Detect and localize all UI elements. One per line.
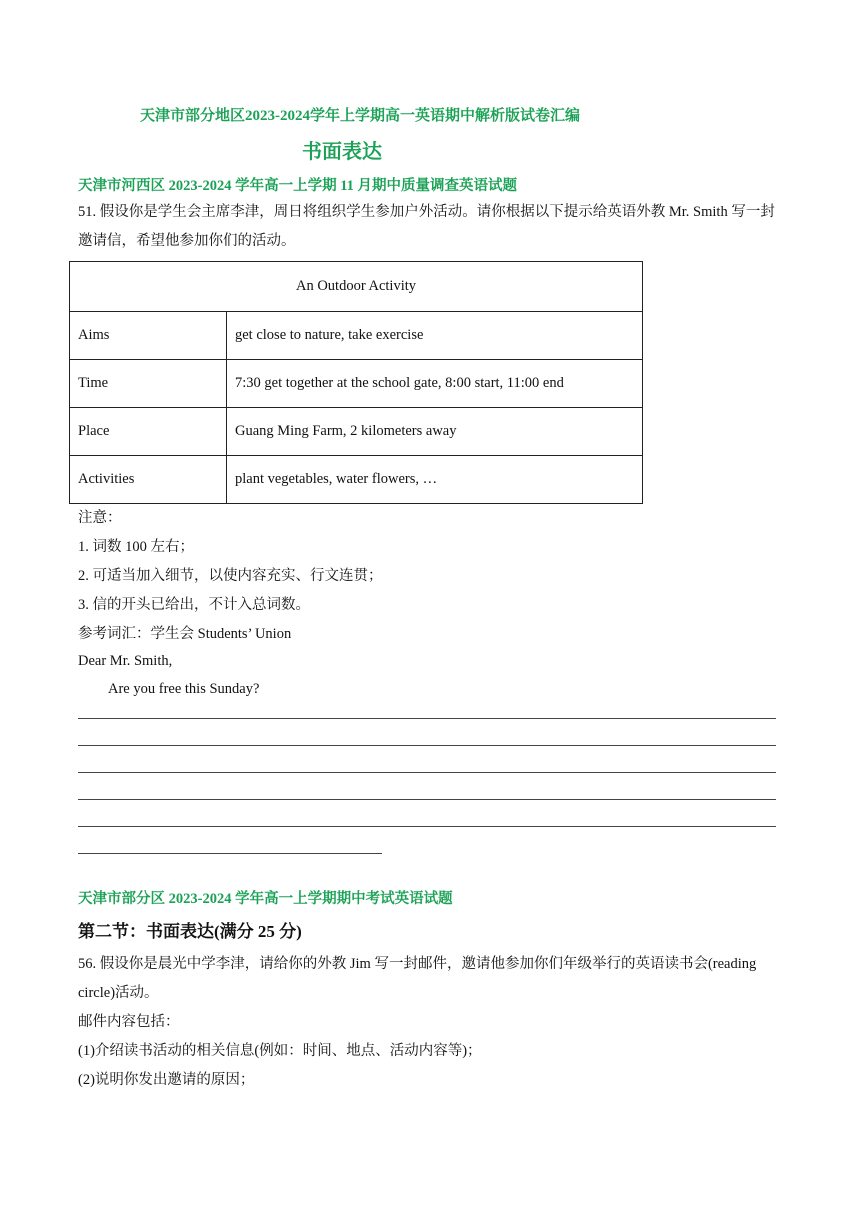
answer-line: [78, 799, 776, 800]
table-key: Aims: [70, 312, 227, 360]
table-key: Place: [70, 408, 227, 456]
table-row: [70, 456, 643, 504]
section-2-heading: 第二节：书面表达(满分 25 分): [78, 922, 302, 941]
letter-greeting: Dear Mr. Smith,: [78, 653, 173, 669]
table-row: [70, 312, 643, 360]
activity-table: [69, 261, 643, 504]
note-item: 3. 信的开头已给出，不计入总词数。: [78, 597, 310, 613]
question-56-block: [78, 950, 786, 1095]
table-title: An Outdoor Activity: [70, 262, 643, 312]
document-title: 天津市部分地区2023-2024学年上学期高一英语期中解析版试卷汇编: [140, 108, 580, 124]
table-key: Time: [70, 360, 227, 408]
table-row: [70, 408, 643, 456]
table-value: get close to nature, take exercise: [227, 312, 643, 360]
question-51-text: 51. 假设你是学生会主席李津，周日将组织学生参加户外活动。请你根据以下提示给英语外教 Mr. Smith 写一封邀请信，希望他参加你们的活动。: [78, 204, 775, 249]
table-value: Guang Ming Farm, 2 kilometers away: [227, 408, 643, 456]
table-row: [70, 360, 643, 408]
notes-heading: 注意：: [78, 510, 122, 526]
answer-line: [78, 718, 776, 719]
reference-vocab: 参考词汇：学生会 Students’ Union: [78, 626, 292, 642]
source-heading-1: 天津市河西区 2023-2024 学年高一上学期 11 月期中质量调查英语试题: [78, 178, 518, 194]
note-item: 1. 词数 100 左右；: [78, 539, 194, 555]
table-value: 7:30 get together at the school gate, 8:00 start, 11:00 end: [227, 360, 643, 408]
answer-line: [78, 772, 776, 773]
email-requirements-heading: 邮件内容包括：: [78, 1014, 180, 1030]
table-key: Activities: [70, 456, 227, 504]
requirement-item: (2)说明你发出邀请的原因；: [78, 1072, 255, 1088]
requirement-item: (1)介绍读书活动的相关信息(例如：时间、地点、活动内容等)；: [78, 1043, 482, 1059]
answer-line: [78, 826, 776, 827]
letter-opening: Are you free this Sunday?: [108, 681, 260, 697]
answer-line: [78, 853, 382, 854]
note-item: 2. 可适当加入细节，以使内容充实、行文连贯；: [78, 568, 383, 584]
source-heading-2: 天津市部分区 2023-2024 学年高一上学期期中考试英语试题: [78, 891, 453, 907]
notes-block: [78, 504, 778, 649]
answer-line: [78, 745, 776, 746]
section-title: 书面表达: [302, 141, 382, 163]
table-value: plant vegetables, water flowers, …: [227, 456, 643, 504]
question-56-text: 56. 假设你是晨光中学李津，请给你的外教 Jim 写一封邮件，邀请他参加你们年级举行的英语读书会(reading circle)活动。: [78, 956, 757, 1001]
